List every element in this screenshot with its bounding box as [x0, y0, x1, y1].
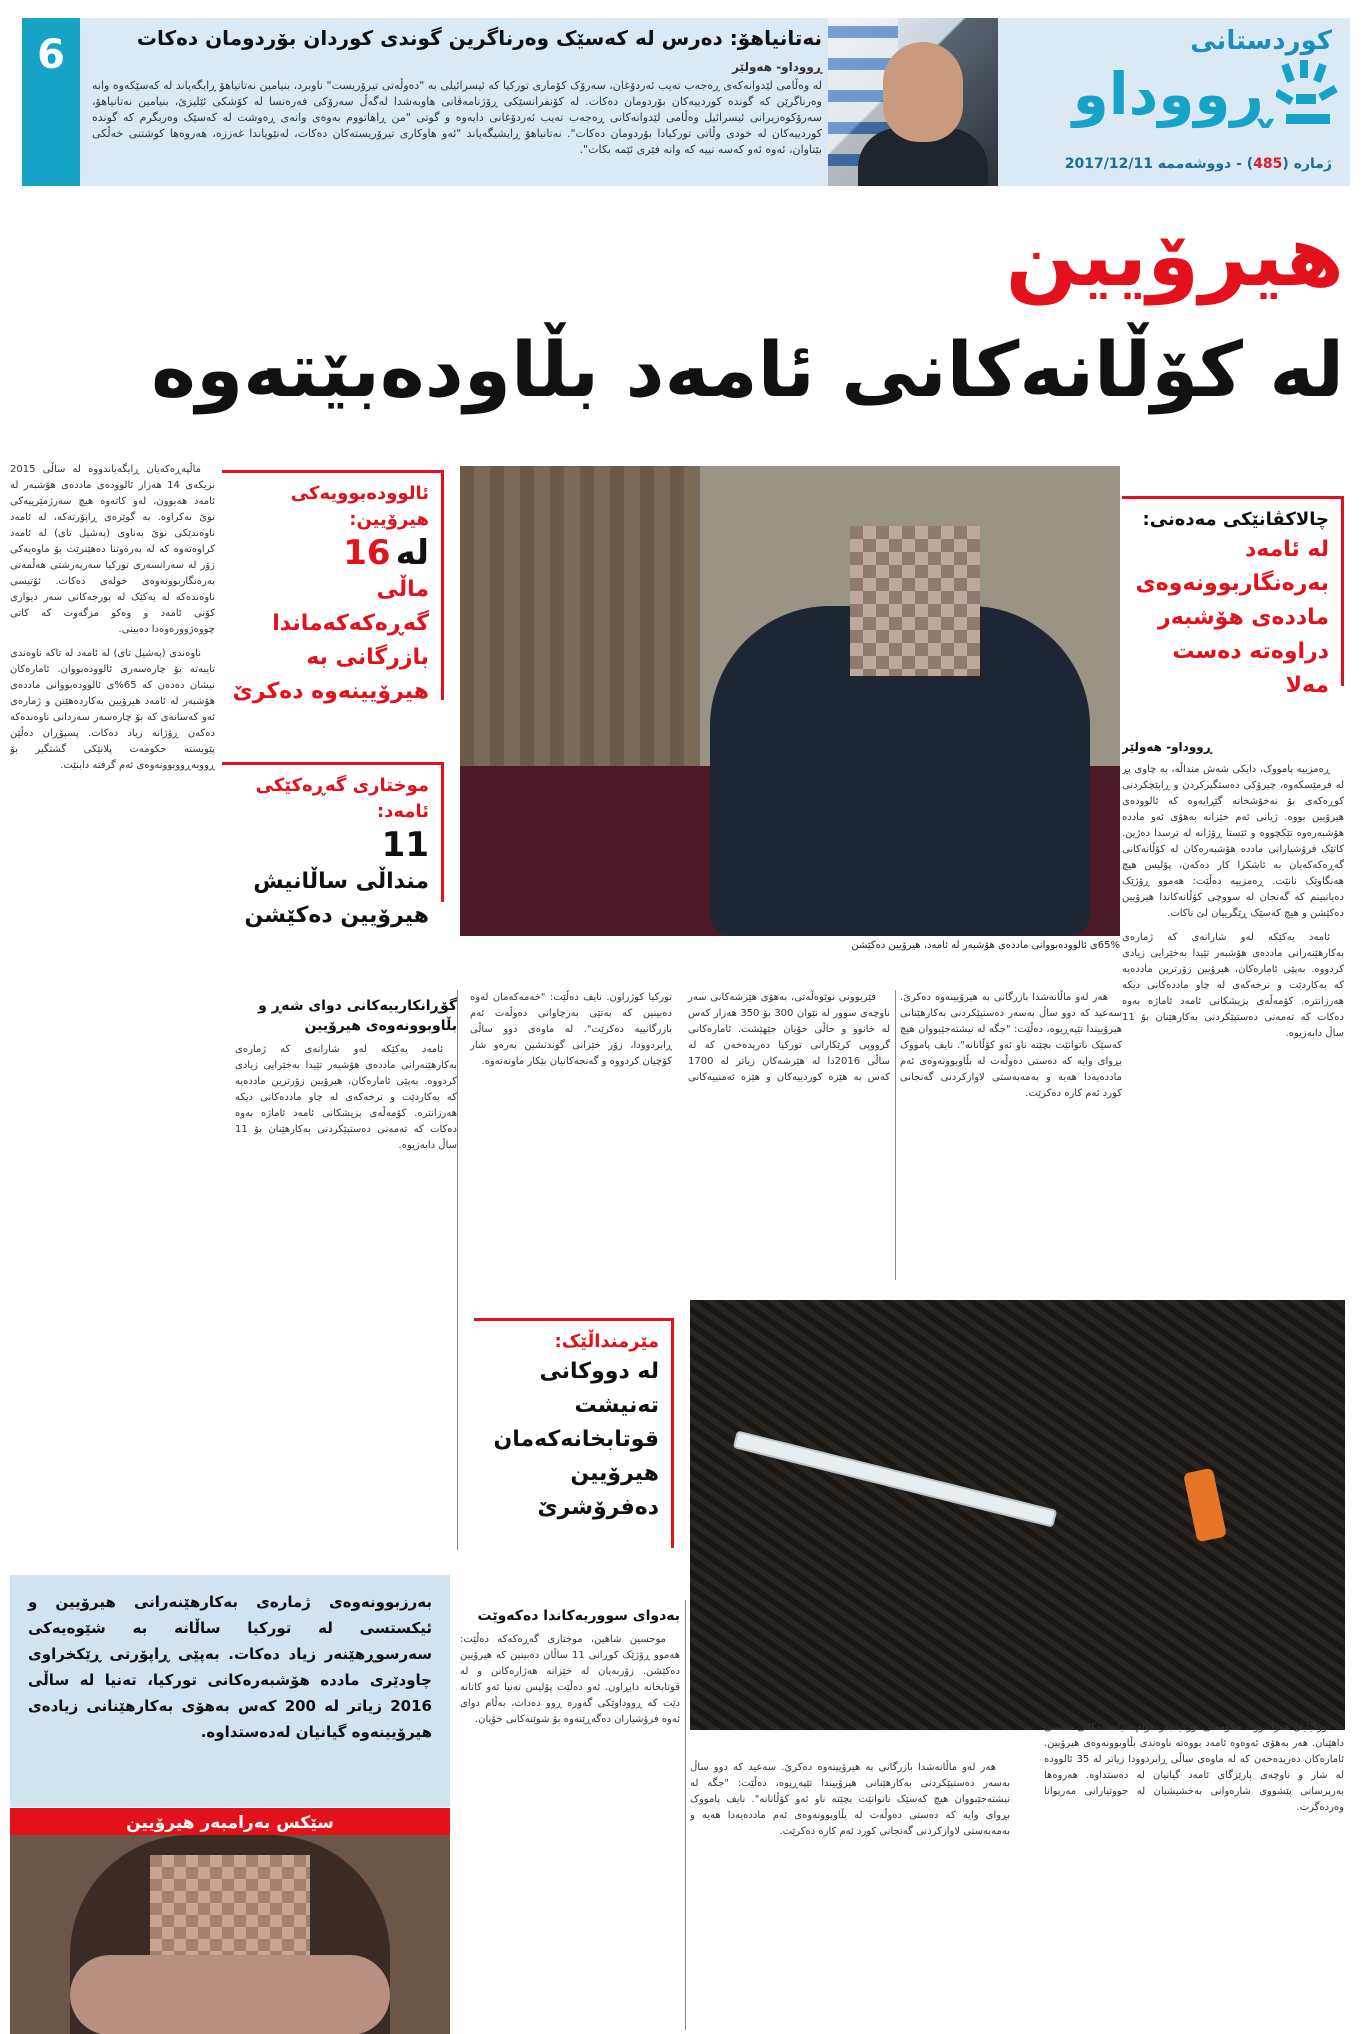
teaser-byline: ڕووداو- هەولێر [732, 60, 822, 74]
main-photo-caption: 65%ی ئالوودەبووانی ماددەی هۆشبەر لە ئامەد، هیرۆیین دەکێشن [851, 940, 1120, 951]
article-column-bottom-right [1044, 1720, 1344, 2020]
pull-quote-text: لە ئامەد بەرەنگاربوونەوەی ماددەی هۆشبەر دراوەتە دەست مەلا [1135, 537, 1329, 698]
pixelated-face [850, 526, 980, 676]
masthead-supertitle: کوردستانی [1190, 26, 1332, 56]
article-column-bottom-left [460, 1600, 680, 2030]
teaser-text: لە وەڵامی لێدوانەکەی ڕەجەب تەیب ئەردۆغان، سەرۆک کۆماری تورکیا کە ئیسرائیلی بە "دەوڵەتی تیرۆریست" ناوبرد، بنیامین نەتانیاهۆ ڕایگەیاند لە کەسێکەوە وانە وەرناگرێن کە گوندە کوردییەکان بۆردومان دەکات. لە کۆنفرانسێکی ڕۆژنامەڤانی هاوبەشدا لەگەڵ سەرۆکی فەرەنسا لە کۆشکی ئێلیزێ، بنیامین نەتانیاهۆ، سەرۆکوەزیرانی ئیسرائیل وەڵامی لێدوانەکانی ڕەجەب تەیب ئەردۆغانی دایەوە و گوتی "من ڕاهاتووم بەوەی وانەی ڕەوشت لە کەسێک وەربگرم کە گوندە کوردییەکان لە خودی وڵاتی تورکیادا بۆردومان دەکات". نەتانیاهۆ ڕایشیگەیاند "ئەو هاوکاری تیرۆریستەکان دەکات، لەنێویاندا غەززە، هەروەها کوشتنی خەڵکی بێتاوان، ئەوە ئەو کەسە نییە کە وانە فێری ئێمە بکات". [92, 79, 822, 156]
article-paragraph: موحسین شاهین، موختاری گەڕەکەکە دەڵێت: هەموو ڕۆژێک کوڕانی 11 ساڵان دەبینین کە هیرۆیین دەکێشن. زۆربەیان لە خێزانە هەژارەکانن و لە قوتابخانە دابڕاون. ئەو دەڵێت پۆلیس تەنیا ئەو کاتانە دێت کە ڕووداوێکی گەورە ڕوو دەدات، بەڵام دوای ئەوە فرۆشیاران دەگەڕێنەوە بۆ شوێنەکانی خۆیان. [460, 1634, 680, 1725]
section-subheading: بەدوای سووریەکاندا دەکەوێت [477, 1608, 680, 1624]
girl-photo[interactable] [10, 1835, 450, 2034]
article-paragraph: ئامەد یەکێکە لەو شارانەی کە ژمارەی بەکارهێنەرانی ماددەی هۆشبەر تێیدا بەخێرایی زیادی کردووە. بەپێی ئامارەکان، هیرۆیین زۆرترین ماددەیە کە بەکاردێت و نرخەکەی لە چاو ماددەکانی دیکە هەرزانترە. کۆمەڵەی پزیشکانی ئامەد ئاماژە بەوە دەکات کە تەمەنی دەستپێکردنی بەکارهێنان بۆ 11 ساڵ دابەزیوە. [235, 1044, 457, 1151]
article-column-middle-right [900, 990, 1122, 1280]
article-paragraph: هەر لەو ماڵانەشدا بازرگانی بە هیرۆیینەوە دەکرێ. سەعید کە دوو ساڵ بەسەر دەستپێکردنی بەکارهێنانی هیرۆییندا تێپەڕیوە، دەڵێت: "جگە لە نیشتەجێبووان هیچ کەسێک ناتوانێت بچێتە ناو ئەو کۆڵانانە". نایف پامووک بڕوای وایە کە دەستی دەوڵەت لە بڵاوبوونەوەی ئەم ماددەیەدا هەیە و بەمەبەستی لاوازکردنی گەنجانی کورد ئەم کارە دەکرێت. [690, 1762, 1010, 1837]
rudaw-logo: ڕووداو [1072, 60, 1270, 128]
pull-quote-number: 16 [343, 533, 391, 573]
section-subheading: گۆڕانکارییەکانی دوای شەڕ و بڵاوبوونەوەی هیرۆیین [258, 998, 457, 1034]
article-paragraph: ماڵپەڕەکەیان ڕایگەیاندووە لە ساڵی 2015 نزیکەی 14 هەزار ئالوودەی ماددەی هۆشبەر لە ئامەد هەبوون، لەو کاتەوە هیچ سەرژمێرییەکی نوێ نەکراوە. بە گوێرەی ڕاپۆرتەکە، لە ئامەد ناوەندێکی نوێ بەناوی (پەشیل تای) لە ئامەد کراوەتەوە کە لە بەرەوتنا دەهێنرێت بۆ ماوەیەکی زۆر لە سەرانسەری تورکیا سەرپەرشتی هەڵمەتی بەرەنگاربوونەوەی خولەی دەکات. ئۆتیسی ناوەندەکە لە یەکێک لە بورجەکانی سەر دیواری کۆنی ئامەد و وەکو مزگەوت کە کاتی چووەژوورەوەدا دەبینی. [10, 464, 215, 635]
teaser-title[interactable]: نەتانیاهۆ: دەرس لە کەسێک وەرناگرین گوندی کوردان بۆردومان دەکات [136, 26, 822, 50]
article-column-center-left [235, 990, 457, 1550]
info-box-text: بەرزبوونەوەی ژمارەی بەکارهێنەرانی هیرۆیین و ئیکستسی لە تورکیا ساڵانە بە شێوەیەکی سەرسوڕهێنەر زیاد دەکات. بەپێی ڕاپۆرتی ڕێکخراوی چاودێری ماددە هۆشبەرەکانی تورکیا، تەنیا لە ساڵی 2016 زیاتر لە 200 کەس بەهۆی بەکارهێنانی زیادەی هیرۆیینەوە گیانیان لەدەستداوە. [28, 1593, 432, 1741]
article-column-middle [470, 990, 890, 1280]
pull-quote-activist [1122, 496, 1344, 698]
article-paragraph: ئامەد یەکێکە لەو شارانەی کە ژمارەی بەکارهێنەرانی ماددەی هۆشبەر تێیدا بەخێرایی زیادی کردووە. بەپێی ئامارەکان، هیرۆیین زۆرترین ماددەیە کە بەکاردێت و نرخەکەی لە چاو ماددەکانی دیکە هەرزانترە. کۆمەڵەی پزیشکانی ئامەد ئاماژە بەوە دەکات کە تەمەنی دەستپێکردنی بەکارهێنان بۆ 11 ساڵ دابەزیوە. [1122, 932, 1344, 1039]
teaser-story[interactable] [92, 24, 822, 182]
sidebar-title: سێکس بەرامبەر هیرۆیین [10, 1808, 450, 1838]
pull-quote-label: مێرمنداڵێک: [554, 1331, 659, 1352]
masthead[interactable] [1000, 18, 1350, 186]
pull-quote-label: چالاکڤانێکی مەدەنی: [1142, 509, 1329, 530]
main-photo[interactable] [460, 466, 1120, 936]
article-paragraph: ناوەندی (پەشیل تای) لە ئامەد لە تاکە ناوەندی تایبەتە بۆ چارەسەری ئالوودەبووان. ئامارەکان نیشان دەدەن کە 65%ی ئالوودەبووانی ماددەی هۆشبەر لە ئامەد هیرۆیین بەکاردەهێنن و ژمارەی ئەو کەسانەی کە بۆ چارەسەر سەردانی ناوەندەکە دەکەن ڕۆژانە زیاد دەکات. پسپۆڕان دەڵێن پێویستە حکومەت پلانێکی گشتگیر بۆ ڕووبەڕووبوونەوەی ئەم گرفتە دابنێت. [10, 648, 215, 771]
pull-quote-label: موختاری گەڕەکێکی ئامەد: [255, 775, 429, 822]
article-paragraph: ڕەمزییە پامووک، دایکی شەش منداڵە، بە چاوی پڕ لە فرمێسکەوە، چیرۆکی دەستگیرکردن و ڕاپێچکردنی کوڕەکەی بۆ نەخۆشخانە گێڕایەوە کە ئالوودەی هیرۆیین بووە. ژیانی ئەم خێزانە بەهۆی ئەو ماددە هۆشبەرەوە تێکچووە و ئێستا ڕۆژانە لە ترسدا دەژین. کاتێک فرۆشیارانی ماددە هۆشبەرەکان لە کۆڵانەکانی گەڕەکەکەیان بە ئاشکرا کار دەکەن، پۆلیس هیچ هەنگاوێک نانێت. ڕەمزییە دەڵێت: هەموو ڕۆژێک دەیانبینم کە گەنجان لە سووچی کۆڵانەکاندا هیرۆیین دەکێشن و هیچ کەسێک ڕێگرییان لێ ناکات. [1122, 764, 1344, 919]
pull-quote-mukhtar [222, 762, 444, 928]
headline-line-2: لە کۆڵانەکانی ئامەد بڵاودەبێتەوە [151, 325, 1344, 414]
rudaw-sun-icon [1276, 58, 1338, 138]
pull-quote-label: ئالوودەبوویەکی هیرۆیین: [290, 483, 429, 530]
article-column-bottom-mid [690, 1760, 1010, 2030]
pull-quote-text: لە دووکانی تەنیشت قوتابخانەکەمان هیرۆیین دەفرۆشرێ [493, 1359, 659, 1520]
pull-quote-teen [474, 1318, 674, 1548]
issue-number: 485 [1253, 156, 1283, 172]
article-byline: ڕووداو- هەولێر [1122, 740, 1212, 754]
photo-hands [70, 1955, 390, 2034]
info-box [10, 1575, 450, 1807]
article-column-right [1122, 740, 1344, 1280]
portrait-face [883, 42, 963, 142]
pull-quote-text: منداڵی ساڵانیش هیرۆیین دەکێشن [244, 869, 429, 928]
article-paragraph: هەر لەو ماڵانەشدا بازرگانی بە هیرۆیینەوە دەکرێ. سەعید کە دوو ساڵ بەسەر دەستپێکردنی بەکارهێنانی هیرۆییندا تێپەڕیوە، دەڵێت: "جگە لە نیشتەجێبووان هیچ کەسێک ناتوانێت بچێتە ناو ئەو کۆڵانانە". نایف پامووک بڕوای وایە کە دەستی دەوڵەت لە بڵاوبوونەوەی ئەم ماددەیەدا هەیە و بەمەبەستی لاوازکردنی گەنجانی کورد ئەم کارە دەکرێت. [900, 992, 1122, 1099]
issue-label: ژمارە [1293, 156, 1332, 172]
pull-quote-number: 11 [381, 825, 429, 865]
column-divider [457, 990, 458, 1550]
pull-quote-prefix: لە [395, 533, 429, 573]
page-number: 6 [22, 18, 80, 186]
syringe-photo[interactable] [690, 1300, 1345, 1730]
column-divider [895, 990, 896, 1280]
netanyahu-portrait [828, 18, 998, 186]
article-paragraph: تورکیایان هەژاندووە، حکومەتی تورکیا بەردەوام سیاسەتەکانی دەستی داهێنان. هەر بەهۆی ئەوەوە ئامەد بووەتە ناوەندی بڵاوبوونەوەی هیرۆیین. ئامارەکان دەریدەخەن کە لە ماوەی ساڵی ڕابردوودا زیاتر لە 35 ئالوودە لە شار و ناوچەی پارێزگای ئامەد گیانیان لە دەستداوە. هەروەها بەرپرسانی پێشووی شارەوانی بەخشیشیان لە جووتیارانی مەریوانا وەردەگرت. [1044, 1722, 1344, 1813]
issue-date: دووشەممە 2017/12/11 [1064, 156, 1232, 172]
article-column-left [10, 462, 215, 1562]
column-divider [685, 1600, 686, 2030]
article-paragraph: فێربوونی نوێوەڵەتی، بەهۆی هێزشەکانی سەر ناوچەی سوور لە نێوان 300 بۆ 350 هەزار کەس لە خانوو و حاڵی خۆیان جێهێشت. ئامارەکانی گرووپی کرێکارانی تورکیا دەریدەخەن کە لە ساڵی 2016دا لە هێرشەکان زیاتر لە 1700 کەس بە هێزە کوردییەکان و هێزە ئەمنییەکانی تورکیا کوژراون. نایف دەڵێت: "خەمەکەمان لەوە دەبینین کە بەتێی بەرچاوانی دەوڵەت ئەم بازرگانییە دەکرێت". لە ماوەی دوو ساڵی ڕابردوودا، زۆر خێزانی گوندنشین بەرەو شار کۆچیان کردووە و گەنجەکانیان بێکار ماونەتەوە. [470, 992, 890, 1083]
pull-quote-text: ماڵی گەڕەکەکەماندا بازرگانی بە هیرۆیینەوە دەکرێ [232, 577, 429, 704]
issue-line: ژمارە (485) - دووشەممە 2017/12/11 [1064, 156, 1332, 172]
headline-line-1: هیرۆیین [1005, 207, 1344, 305]
top-banner [22, 18, 1350, 186]
pull-quote-addict [222, 470, 444, 704]
